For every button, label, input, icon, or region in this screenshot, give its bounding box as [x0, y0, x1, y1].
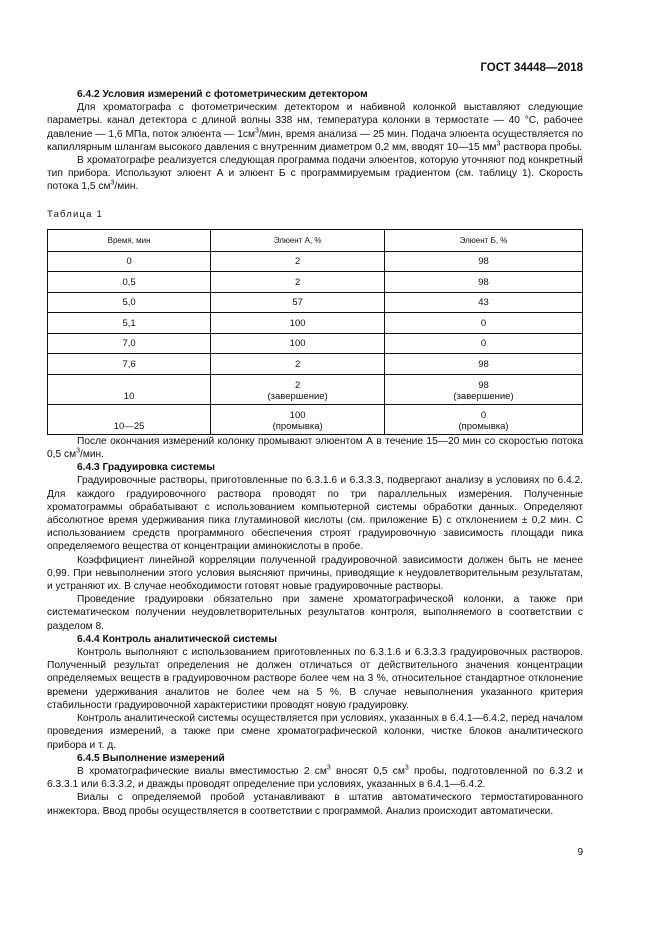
table-cell: 2 [211, 251, 385, 272]
standard-number: ГОСТ 34448—2018 [480, 62, 583, 74]
paragraph: В хроматографические виалы вместимостью 2 $см^3$ вносят 0,5 $см^3$ пробы, подготовленной по 6.3.2 и 6.3.3.1 или 6.3.3.2, и дважды проводят определение при условиях, указанных в 6.4.1—6.4.2. [47, 764, 583, 791]
paragraph: Проведение градуировки обязательно при замене хроматографической колонки, а также при систематическом получении неудовлетворительных результатов контроля, выполняемого в соответствии с разделом 8. [47, 594, 583, 632]
table-row [48, 354, 583, 375]
paragraph: В хроматографе реализуется следующая программа подачи элюентов, которую уточняют под конкретный тип прибора. Используют элюент А и элюент Б с программируемым градиентом (см. таблицу 1). Скорость потока 1,5 $см^3$/мин. [47, 155, 583, 193]
table-row [48, 404, 583, 434]
table-cell: 2 [211, 354, 385, 375]
table-cell: 7,6 [48, 354, 211, 375]
paragraph: Градуировочные растворы, приготовленные по 6.3.1.6 и 6.3.3.3, подвергают анализу в условиях по 6.4.2. Для каждого градуировочного раствора проводят по три параллельных измерения. Полученные хроматограммы обрабатывают с использованием компьютерной системы обработки данных. Определяют абсолютное время удерживания пика глутаминовой кислоты (см. приложение Б) с отклонением ± 0,2 мин. С использованием средств программного обеспечения строят градуировочную зависимость площади пика определяемого вещества от концентрации аминокислоты в пробе. [47, 475, 583, 553]
table-cell: 0 [385, 313, 583, 334]
column-header: Элюент А, % [211, 229, 385, 251]
table-cell: 100 (промывка) [211, 404, 385, 434]
table-row [48, 374, 583, 404]
paragraph: Для хроматографа с фотометрическим детектором и набивной колонкой выставляют следующие параметры. канал детектора с длиной волны 338 нм, температура колонки в термостате — 40 °С, рабочее давление — 1,6 МПа, поток элюента — $1см^3$/мин, время анализа — 25 мин. Подача элюента осуществляется по капиллярным шлангам высокого давления с внутренним диаметром 0,2 мм, вводят 10—15 $мм^3$ раствора пробы. [47, 102, 584, 153]
paragraph: Контроль аналитической системы осуществляется при условиях, указанных в 6.4.1—6.4.2, перед началом проведения измерений, а также при смене хроматографической колонки, чистке блоков аналитического прибора и т. д. [47, 713, 583, 751]
table-cell: 0,5 [48, 272, 211, 293]
table-cell: 5,0 [48, 292, 211, 313]
column-header: Время, мин [48, 229, 211, 251]
table-cell: 98 (завершение) [385, 374, 583, 404]
table-cell: 98 [385, 251, 583, 272]
table-row [48, 251, 583, 272]
table-cell: 2 [211, 272, 385, 293]
paragraph: После окончания измерений колонку промывают элюентом А в течение 15—20 мин со скоростью потока 0,5 $см^3$/мин. [47, 435, 583, 461]
paragraph: Виалы с определяемой пробой устанавливают в штатив автоматического термостатированного инжектора. Ввод пробы осуществляется в соответствии с программой. Анализ происходит автоматически. [47, 792, 583, 817]
table-caption: Таблица 1 [47, 208, 103, 220]
table-cell: 10—25 [48, 404, 211, 434]
table-cell: 7,0 [48, 333, 211, 354]
table-cell: 98 [385, 272, 583, 293]
paragraph: Контроль выполняют с использованием приготовленных по 6.3.1.6 и 6.3.3.3 градуировочных растворов. Полученный результат определения не должен отличаться от действительного значения концентрации определяемых веществ в градуировочном растворе более чем на 3 %, относительное стандартное отклонение времени удерживания аналитов не более чем на 5 %. В случае невыполнения указанного критерия стабильности градуировочной характеристики проводят новую градуировку. [47, 647, 583, 711]
table-cell: 0 [48, 251, 211, 272]
table-cell: 5,1 [48, 313, 211, 334]
table-cell: 98 [385, 354, 583, 375]
table-cell: 0 [385, 333, 583, 354]
table-cell: 100 [211, 333, 385, 354]
table-row [48, 313, 583, 334]
table-cell: 0 (промывка) [385, 404, 583, 434]
table-cell: 2 (завершение) [211, 374, 385, 404]
table-row [48, 292, 583, 313]
section-6-4-3-title: 6.4.3 Градуировка системы [77, 462, 215, 474]
paragraph: Коэффициент линейной корреляции полученной градуировочной зависимости должен быть не менее 0,99. При невыполнении этого условия выясняют причины, приводящие к неудовлетворительным результатам, и устраняют их. В случае необходимости готовят новые градуировочные растворы. [47, 554, 583, 593]
table-header-row [48, 229, 583, 251]
table-cell: 100 [211, 313, 385, 334]
section-6-4-5-title: 6.4.5 Выполнение измерений [77, 752, 225, 764]
page-number: 9 [577, 847, 583, 858]
column-header: Элюент Б, % [385, 229, 583, 251]
table-row [48, 272, 583, 293]
table-row [48, 333, 583, 354]
table-cell: 43 [385, 292, 583, 313]
table-cell: 57 [211, 292, 385, 313]
table-cell: 10 [48, 374, 211, 404]
gradient-table [47, 229, 583, 435]
section-6-4-4-title: 6.4.4 Контроль аналитической системы [77, 633, 278, 645]
document-body [47, 88, 583, 818]
section-6-4-2-title: 6.4.2 Условия измерений с фотометрическим детектором [77, 89, 368, 100]
